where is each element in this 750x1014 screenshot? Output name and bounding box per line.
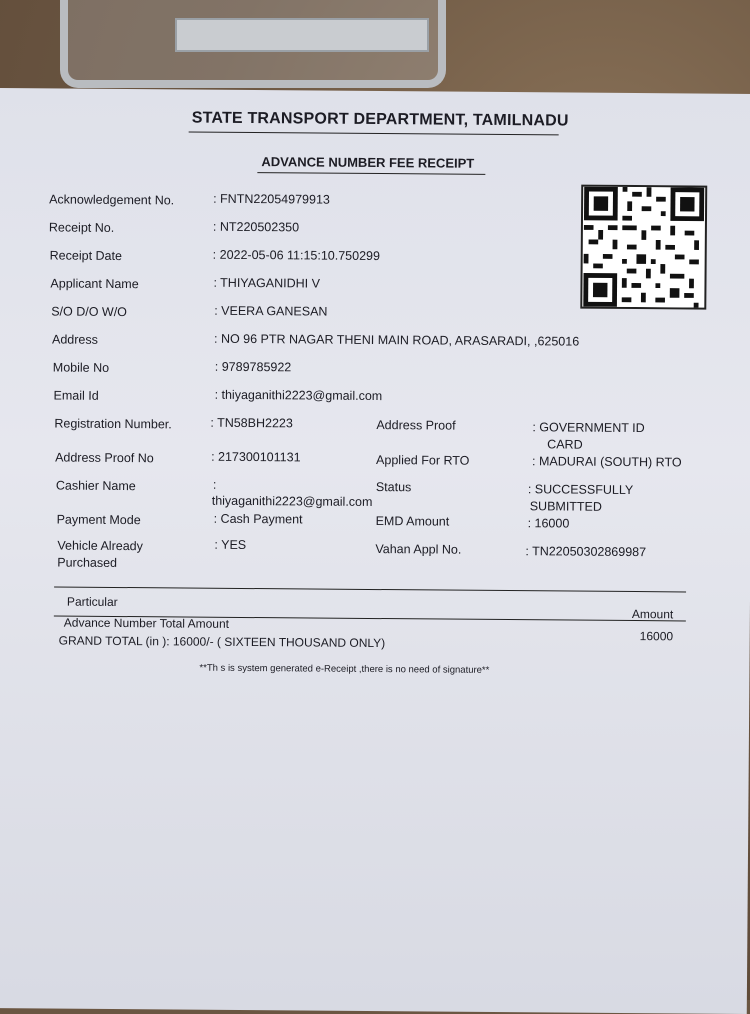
table-top-rule [54, 586, 686, 592]
receipt-subtitle: ADVANCE NUMBER FEE RECEIPT [261, 154, 475, 171]
vehicle-purchased-value: : YES [214, 537, 247, 552]
subtitle-underline [257, 172, 485, 175]
cashier-name-label: Cashier Name [55, 478, 136, 494]
status-value-line1: : SUCCESSFULLY [527, 482, 634, 498]
vahan-appl-value: : TN22050302869987 [525, 544, 647, 560]
relation-value: : VEERA GANESAN [214, 303, 328, 319]
applied-rto-value: : MADURAI (SOUTH) RTO [532, 454, 682, 470]
vehicle-purchased-label-line2: Purchased [57, 555, 118, 570]
address-value: : NO 96 PTR NAGAR THENI MAIN ROAD, ARASARADI, ,625016 [213, 331, 580, 349]
emd-amount-label: EMD Amount [375, 514, 450, 529]
grand-total: GRAND TOTAL (in ): 16000/- ( SIXTEEN THOUSAND ONLY) [58, 633, 386, 651]
receipt-no-label: Receipt No. [48, 220, 115, 235]
title-underline [189, 132, 559, 136]
total-amount-value: 16000 [639, 629, 674, 644]
mobile-value: : 9789785922 [214, 359, 292, 375]
emd-amount-value: : 16000 [527, 516, 570, 531]
total-amount-label: Advance Number Total Amount [63, 615, 230, 631]
registration-value: : TN58BH2223 [210, 415, 293, 431]
amount-header: Amount [631, 607, 674, 622]
receipt-date-value: : 2022-05-06 11:15:10.750299 [212, 247, 381, 264]
clipboard-bar [175, 18, 429, 52]
registration-label: Registration Number. [54, 416, 172, 432]
email-value: : thiyaganithi2223@gmail.com [214, 387, 383, 404]
address-proof-no-label: Address Proof No [55, 450, 154, 466]
vehicle-purchased-label-line1: Vehicle Already [57, 538, 143, 554]
qr-code-icon [580, 185, 707, 310]
status-label: Status [375, 480, 412, 495]
address-proof-label: Address Proof [376, 418, 456, 433]
department-title: STATE TRANSPORT DEPARTMENT, TAMILNADU [191, 109, 569, 130]
particular-header: Particular [66, 594, 118, 609]
receipt-no-value: : NT220502350 [212, 219, 300, 235]
status-value-line2: SUBMITTED [529, 499, 603, 514]
relation-label: S/O D/O W/O [51, 304, 128, 320]
cashier-name-value: thiyaganithi2223@gmail.com [211, 493, 373, 509]
address-proof-no-value: : 217300101131 [211, 449, 301, 465]
payment-mode-label: Payment Mode [56, 512, 141, 528]
address-proof-value-line2: CARD [547, 437, 583, 452]
address-label: Address [51, 332, 98, 347]
email-label: Email Id [53, 388, 99, 403]
applicant-name-label: Applicant Name [50, 276, 139, 292]
cashier-name-value-colon: : [212, 477, 217, 492]
footer-note: **Th s is system generated e-Receipt ,there is no need of signature** [199, 662, 490, 676]
acknowledgement-label: Acknowledgement No. [49, 192, 175, 208]
address-proof-value-line1: : GOVERNMENT ID [532, 420, 645, 436]
mobile-label: Mobile No [52, 360, 110, 375]
acknowledgement-value: : FNTN22054979913 [213, 191, 330, 207]
applied-rto-label: Applied For RTO [376, 453, 470, 468]
receipt-paper [0, 88, 750, 1014]
applicant-name-value: : THIYAGANIDHI V [213, 275, 321, 291]
payment-mode-value: : Cash Payment [213, 511, 303, 527]
vahan-appl-label: Vahan Appl No. [375, 542, 462, 557]
receipt-date-label: Receipt Date [49, 248, 123, 264]
